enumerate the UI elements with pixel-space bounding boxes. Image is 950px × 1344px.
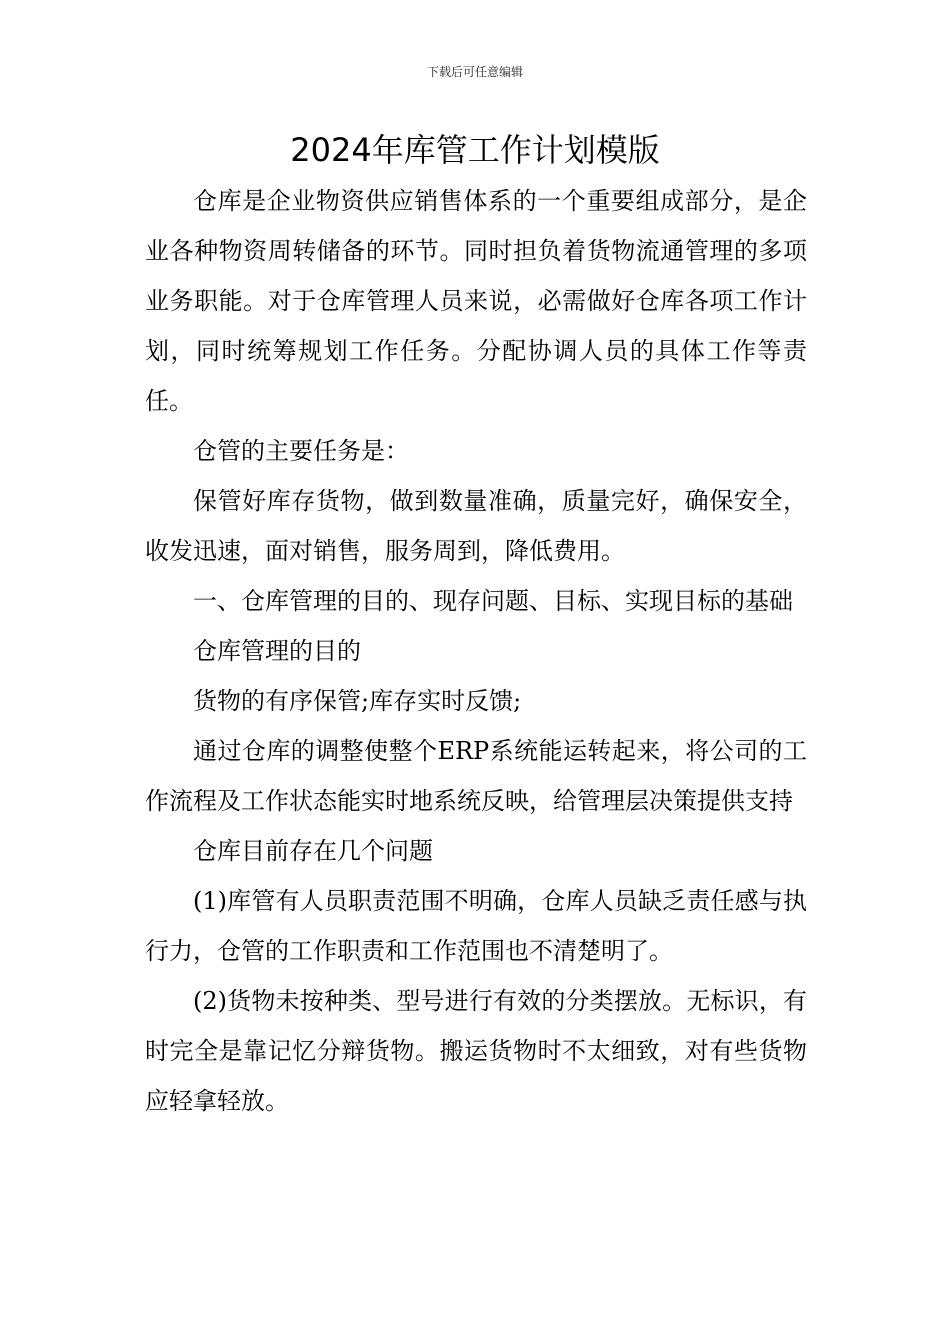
paragraph-problem-1: (1)库管有人员职责范围不明确，仓库人员缺乏责任感与执行力，仓管的工作职责和工作范围也不清楚明了。 bbox=[145, 887, 807, 965]
paragraph-problem-2: (2)货物未按种类、型号进行有效的分类摆放。无标识，有时完全是靠记忆分辩货物。搬运货物时不太细致，对有些货物应轻拿轻放。 bbox=[145, 987, 807, 1115]
section-heading-1: 一、仓库管理的目的、现存问题、目标、实现目标的基础 bbox=[193, 587, 793, 615]
subheading-problems: 仓库目前存在几个问题 bbox=[193, 837, 433, 865]
header-note: 下载后可任意编辑 bbox=[426, 65, 523, 79]
document-title: 2024年库管工作计划模版 bbox=[290, 131, 660, 169]
paragraph-purpose-2: 通过仓库的调整使整个ERP系统能运转起来，将公司的工作流程及工作状态能实时地系统反映，给管理层决策提供支持 bbox=[145, 737, 807, 815]
subheading-purpose: 仓库管理的目的 bbox=[193, 637, 361, 665]
paragraph-main-tasks-heading: 仓管的主要任务是： bbox=[193, 437, 409, 465]
paragraph-main-tasks: 保管好库存货物，做到数量准确，质量完好，确保安全，收发迅速，面对销售，服务周到，降低费用。 bbox=[145, 487, 807, 565]
paragraph-purpose-1: 货物的有序保管;库存实时反馈; bbox=[193, 687, 522, 715]
paragraph-intro: 仓库是企业物资供应销售体系的一个重要组成部分，是企业各种物资周转储备的环节。同时担负着货物流通管理的多项业务职能。对于仓库管理人员来说，必需做好仓库各项工作计划，同时统筹规划工作任务。分配协调人员的具体工作等责任。 bbox=[145, 187, 807, 415]
document-body bbox=[145, 176, 807, 1126]
